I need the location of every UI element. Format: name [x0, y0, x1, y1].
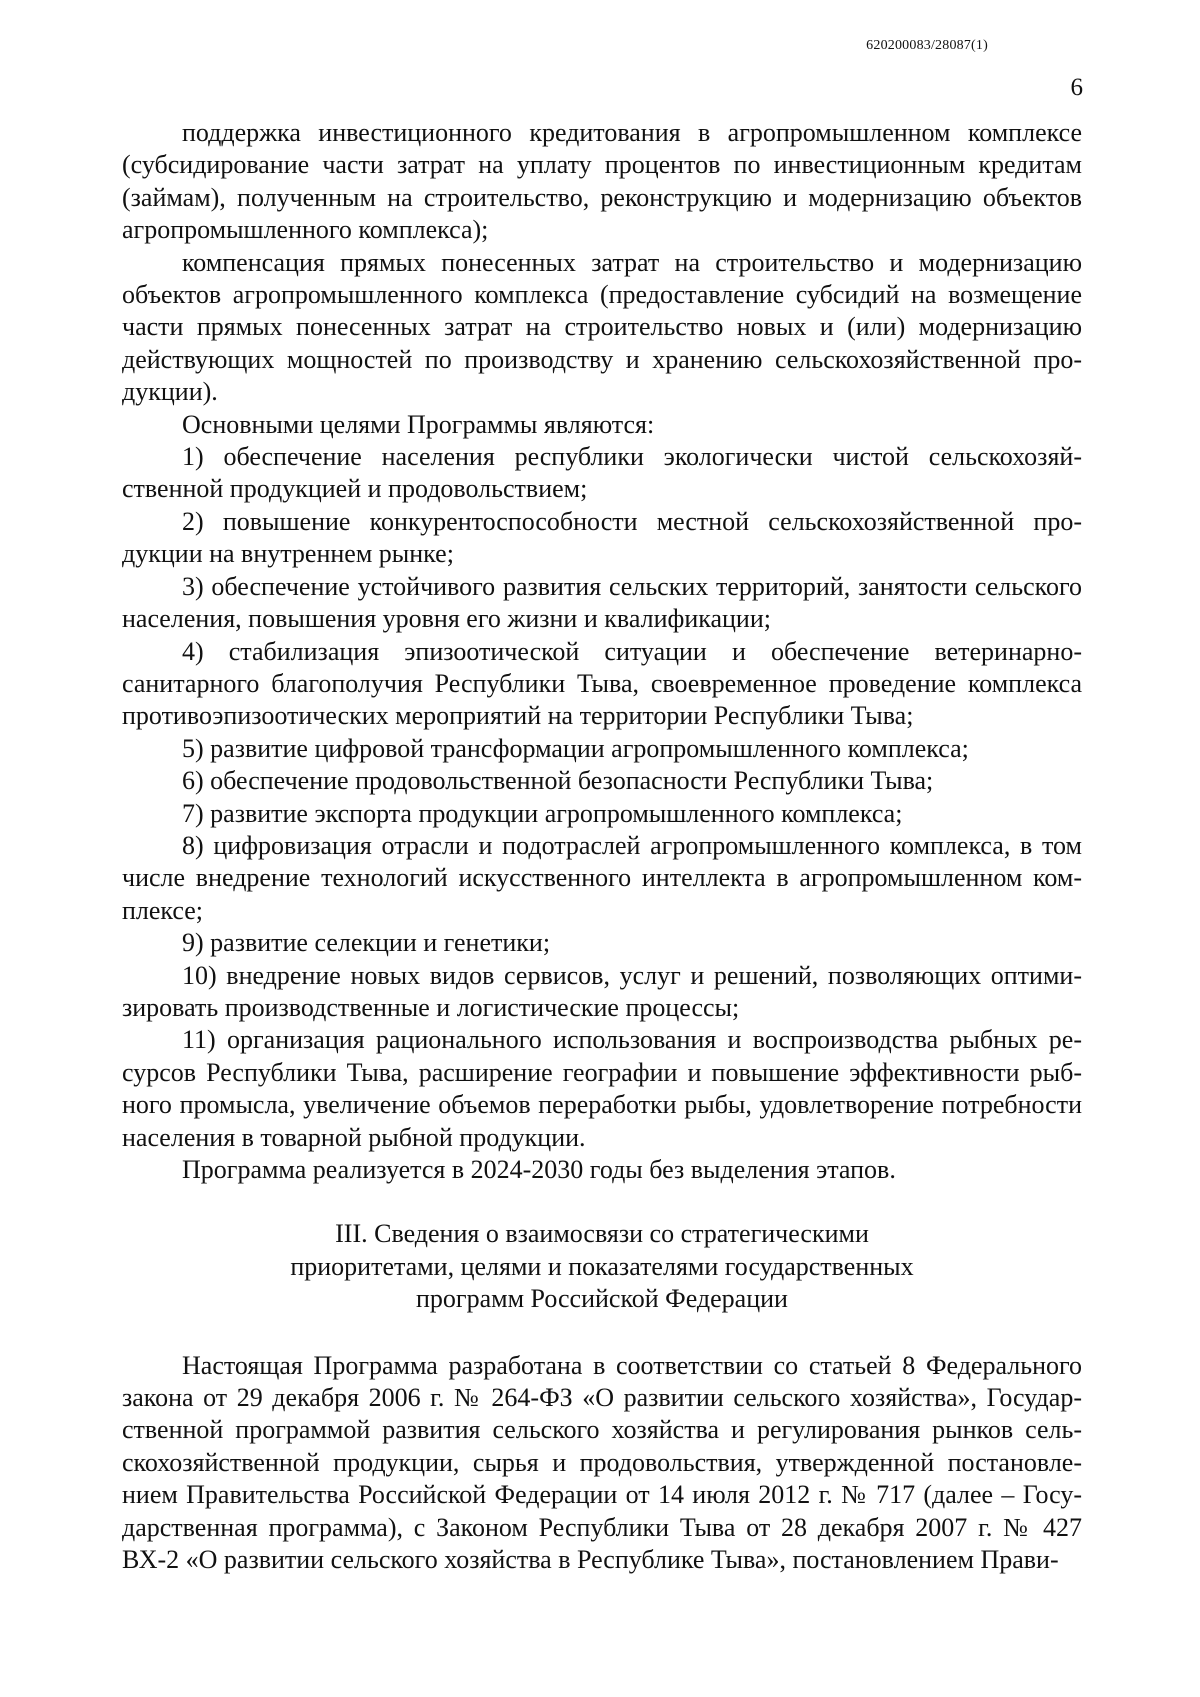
page-number: 6 — [1070, 74, 1083, 101]
page-content — [122, 117, 1082, 1576]
paragraph-cost-compensation: компенсация прямых понесенных затрат на строительство и модернизацию объектов агропромышленного комплекса (предоставление субсидий на возмещение части прямых понесенных затрат на строительство новых и (или) модернизацию действующих мощностей по производству и хранению сельскохозяйственной продукции). — [122, 247, 1082, 407]
paragraph-investment-credit: поддержка инвестиционного кредитования в агропромышленном комплексе (субсидирование части затрат на уплату процентов по инвестиционным кредитам (займам), полученным на строительство, реконструкцию и модернизацию объектов агропромышленного комплекса); — [122, 118, 1082, 245]
goal-item-7: 7) развитие экспорта продукции агропромышленного комплекса; — [182, 798, 903, 828]
goal-item-1: 1) обеспечение населения республики экологически чистой сельскохозяйственной продукцией и продовольствием; — [122, 442, 1082, 504]
section-title — [122, 1218, 1082, 1315]
section-title-line-3: программ Российской Федерации — [416, 1284, 788, 1314]
goal-item-6: 6) обеспечение продовольственной безопасности Республики Тыва; — [182, 766, 934, 796]
goals-intro: Основными целями Программы являются: — [182, 409, 655, 439]
section-title-line-1: III. Сведения о взаимосвязи со стратегическими — [335, 1219, 869, 1249]
goal-item-4: 4) стабилизация эпизоотической ситуации и обеспечение ветеринарно-санитарного благополучия Республики Тыва, своевременное проведение комплекса противоэпизоотических мероприятий на территории Республики Тыва; — [122, 636, 1082, 731]
document-code: 620200083/28087(1) — [866, 38, 988, 53]
goal-item-11: 11) организация рационального использования и воспроизводства рыбных ресурсов Республики Тыва, расширение географии и повышение эффективности рыбного промысла, увеличение объемов переработки рыбы, удовлетворение потребности населения в товарной рыбной продукции. — [122, 1025, 1082, 1152]
paragraph-legal-basis: Настоящая Программа разработана в соответствии со статьей 8 Федерального закона от 29 декабря 2006 г. № 264-ФЗ «О развитии сельского хозяйства», Государственной программой развития сельского хозяйства и регулирования рынков сельскохозяйственной продукции, сырья и продовольствия, утвержденной постановлением Правительства Российской Федерации от 14 июля 2012 г. № 717 (далее – Государственная программа), с Законом Республики Тыва от 28 декабря 2007 г. № 427 ВХ-2 «О развитии сельского хозяйства в Республике Тыва», постановлением Прави- — [122, 1350, 1082, 1575]
goal-item-5: 5) развитие цифровой трансформации агропромышленного комплекса; — [182, 733, 969, 763]
section-title-line-2: приоритетами, целями и показателями государственных — [290, 1251, 914, 1281]
program-period: Программа реализуется в 2024-2030 годы без выделения этапов. — [182, 1155, 896, 1184]
goal-item-9: 9) развитие селекции и генетики; — [182, 928, 551, 958]
goal-item-8: 8) цифровизация отрасли и подотраслей агропромышленного комплекса, в том числе внедрение технологий искусственного интеллекта в агропромышленном комплексе; — [122, 830, 1082, 925]
goal-item-3: 3) обеспечение устойчивого развития сельских территорий, занятости сельского населения, повышения уровня его жизни и квалификации; — [122, 571, 1082, 634]
goal-item-2: 2) повышение конкурентоспособности местной сельскохозяйственной продукции на внутреннем рынке; — [122, 506, 1082, 569]
goal-item-10: 10) внедрение новых видов сервисов, услуг и решений, позволяющих оптимизировать производственные и логистические процессы; — [122, 960, 1082, 1022]
